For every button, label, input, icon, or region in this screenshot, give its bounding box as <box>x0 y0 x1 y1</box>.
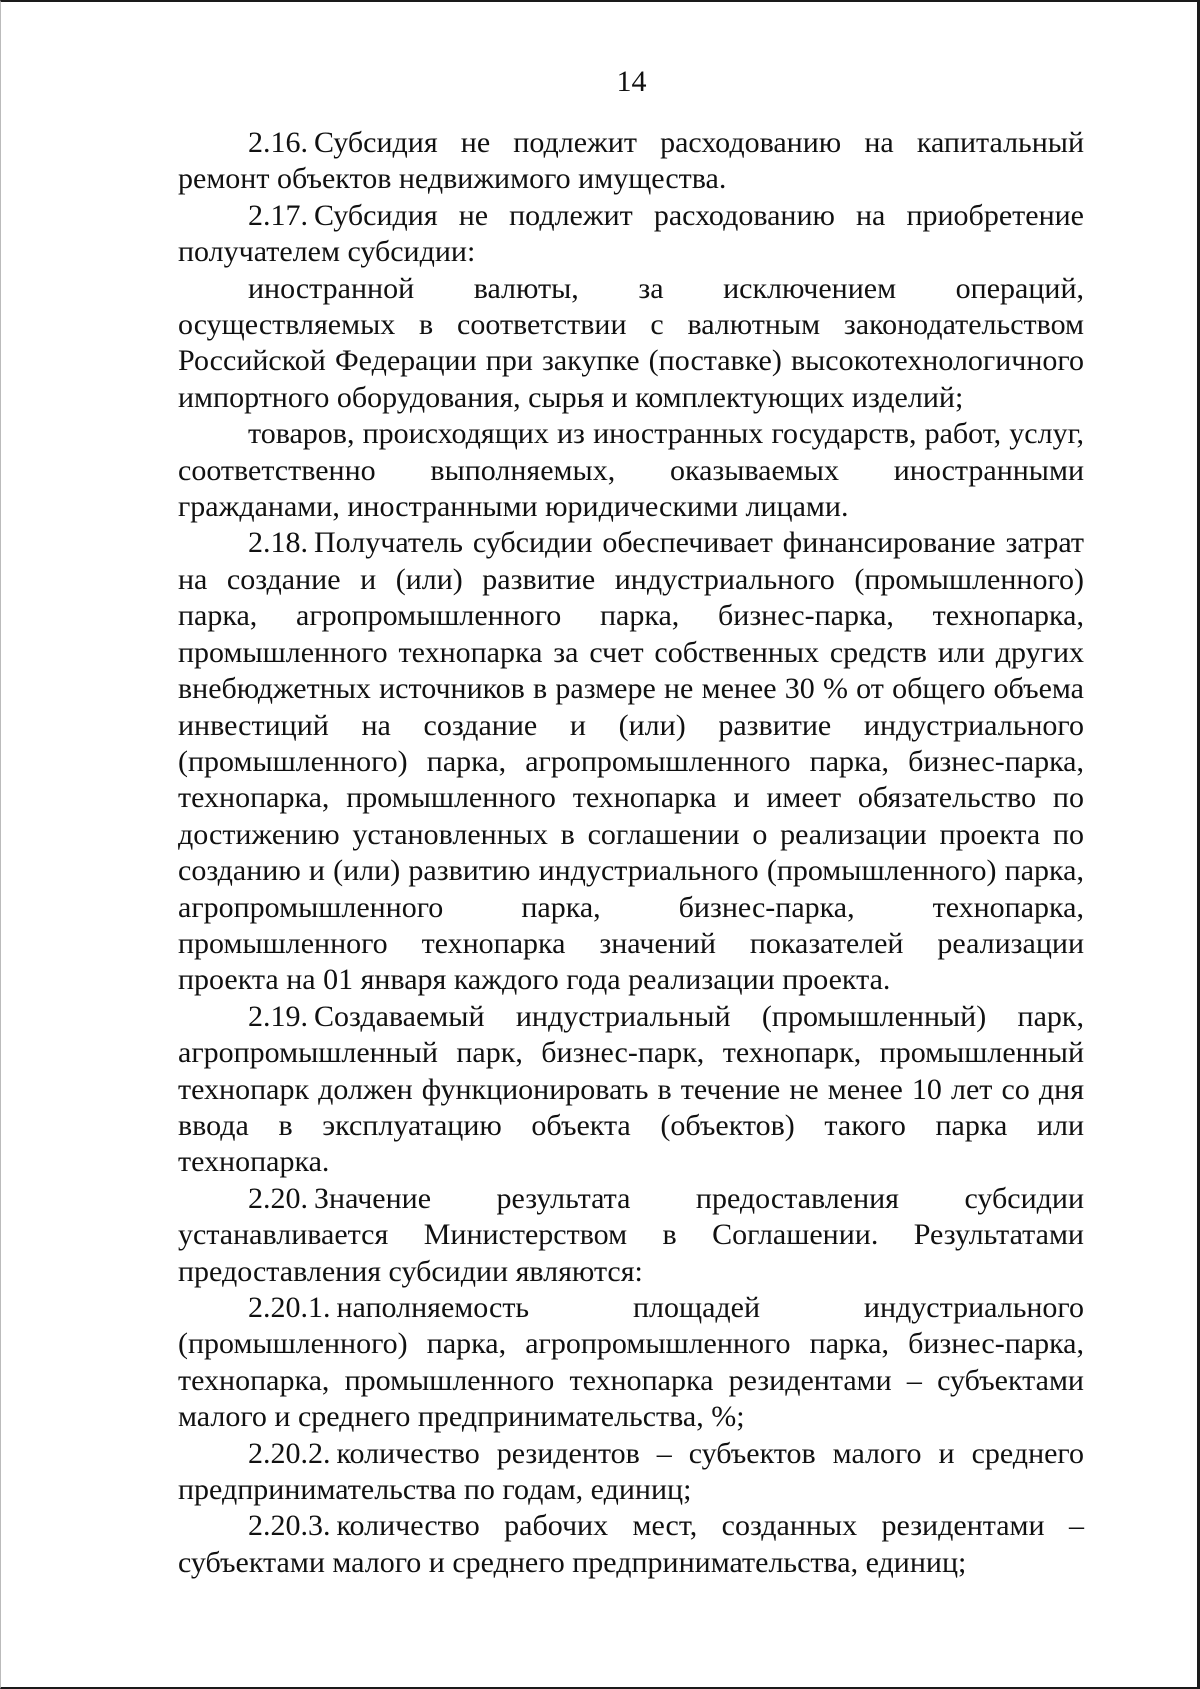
paragraph-text: товаров, происходящих из иностранных государств, работ, услуг, соответственно выполняемых, оказываемых иностранными гражданами, иностранными юридическими лицами. <box>178 417 1084 524</box>
paragraph-text: Получатель субсидии обеспечивает финансирование затрат на создание и (или) развитие индустриального (промышленного) парка, агропромышленного парка, бизнес-парка, технопарка, промышленного технопарка за счет собственных средств или других внебюджетных источников в размере не менее 30 % от общего объема инвестиций на создание и (или) развитие индустриального (промышленного) парка, агропромышленного парка, бизнес-парка, технопарка, промышленного технопарка и имеет обязательство по достижению установленных в соглашении о реализации проекта по созданию и (или) развитию индустриального (промышленного) парка, агропромышленного парка, бизнес-парка, технопарка, промышленного технопарка значений показателей реализации проекта на 01 января каждого года реализации проекта. <box>178 526 1084 997</box>
paragraph-text: наполняемость площадей индустриального (промышленного) парка, агропромышленного парка, бизнес-парка, технопарка, промышленного технопарка резидентами – субъектами малого и среднего предпринимательства, %; <box>178 1291 1084 1434</box>
paragraph-2-19 <box>178 999 1084 1181</box>
paragraph-text: Субсидия не подлежит расходованию на приобретение получателем субсидии: <box>178 198 1084 269</box>
paragraph-number: 2.20. <box>248 1181 308 1215</box>
paragraph-2-16 <box>178 125 1084 198</box>
document-body <box>178 125 1084 1581</box>
paragraph-2-20 <box>178 1181 1084 1290</box>
paragraph-text: количество резидентов – субъектов малого и среднего предпринимательства по годам, единиц; <box>178 1436 1084 1507</box>
paragraph-2-20-3 <box>178 1508 1084 1581</box>
paragraph-text: количество рабочих мест, созданных резидентами – субъектами малого и среднего предпринимательства, единиц; <box>178 1509 1084 1579</box>
paragraph-number: 2.20.1. <box>248 1291 331 1324</box>
paragraph-text: Значение результата предоставления субсидии устанавливается Министерством в Соглашении. Результатами предоставления субсидии являются: <box>178 1181 1084 1288</box>
page-number: 14 <box>616 65 647 98</box>
paragraph-number: 2.18. <box>248 526 308 560</box>
paragraph-2-20-2 <box>178 1436 1084 1509</box>
paragraph-text: Субсидия не подлежит расходованию на капитальный ремонт объектов недвижимого имущества. <box>178 126 1084 196</box>
paragraph-2-17 <box>178 198 1084 271</box>
paragraph-foreign-goods <box>178 416 1084 525</box>
paragraph-number: 2.17. <box>248 198 308 232</box>
paragraph-number: 2.19. <box>248 999 308 1033</box>
paragraph-number: 2.16. <box>248 126 308 159</box>
paragraph-number: 2.20.3. <box>248 1509 331 1543</box>
paragraph-foreign-currency <box>178 271 1084 417</box>
paragraph-2-18 <box>178 525 1084 998</box>
paragraph-number: 2.20.2. <box>248 1436 331 1470</box>
paragraph-2-20-1 <box>178 1290 1084 1436</box>
paragraph-text: Создаваемый индустриальный (промышленный) парк, агропромышленный парк, бизнес-парк, технопарк, промышленный технопарк должен функционировать в течение не менее 10 лет со дня ввода в эксплуатацию объекта (объектов) такого парка или технопарка. <box>178 999 1084 1179</box>
paragraph-text: иностранной валюты, за исключением операций, осуществляемых в соответствии с валютным законодательством Российской Федерации при закупке (поставке) высокотехнологичного импортного оборудования, сырья и комплектующих изделий; <box>178 271 1084 414</box>
